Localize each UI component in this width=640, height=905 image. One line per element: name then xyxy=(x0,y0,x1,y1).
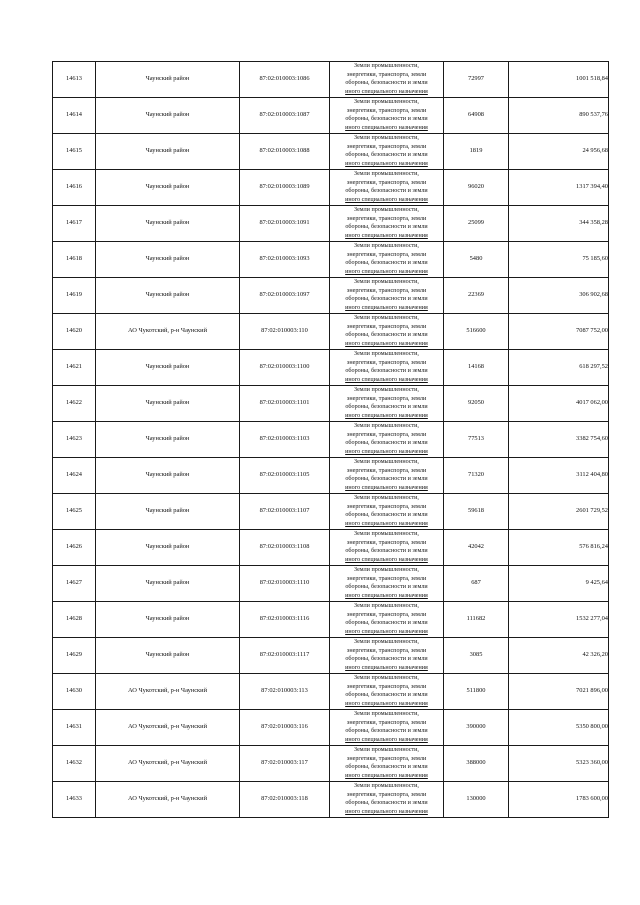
land-category-line: энергетики, транспорта, земли xyxy=(346,287,427,294)
cell-row-number: 14628 xyxy=(53,602,96,638)
cell-cadastral-value: 7087 752,00 xyxy=(509,314,609,350)
land-category-line: обороны, безопасности и земли xyxy=(345,692,428,699)
land-category-text xyxy=(330,566,443,601)
land-category-line: обороны, безопасности и земли xyxy=(345,764,428,771)
land-category-text xyxy=(330,170,443,205)
land-category-line: Земли промышленности, xyxy=(354,279,419,285)
land-category-line: Земли промышленности, xyxy=(354,387,419,393)
cell-district: Чаунский район xyxy=(96,458,240,494)
cell-district: Чаунский район xyxy=(96,98,240,134)
cell-area: 25099 xyxy=(444,206,509,242)
land-category-line: иного специального назначения xyxy=(345,125,428,132)
cell-row-number: 14632 xyxy=(53,746,96,782)
cell-area: 687 xyxy=(444,566,509,602)
land-category-line: Земли промышленности, xyxy=(354,99,419,105)
land-category-line: иного специального назначения xyxy=(345,665,428,672)
land-category-text xyxy=(330,674,443,709)
cell-cadastral-value: 5350 800,00 xyxy=(509,710,609,746)
cell-district: АО Чукотский, р-н Чаунский xyxy=(96,314,240,350)
table-row xyxy=(53,638,609,674)
land-category-line: иного специального назначения xyxy=(345,341,428,348)
cell-area: 516600 xyxy=(444,314,509,350)
land-category-text xyxy=(330,494,443,529)
land-category-line: Земли промышленности, xyxy=(354,603,419,609)
land-category-text xyxy=(330,98,443,133)
land-category-line: обороны, безопасности и земли xyxy=(345,476,428,483)
cell-district: Чаунский район xyxy=(96,494,240,530)
cell-land-category xyxy=(330,350,444,386)
cell-cadastral-number: 87:02:010003:116 xyxy=(240,710,330,746)
land-category-text xyxy=(330,350,443,385)
land-category-line: иного специального назначения xyxy=(345,737,428,744)
land-category-text xyxy=(330,314,443,349)
land-category-line: энергетики, транспорта, земли xyxy=(346,395,427,402)
land-category-line: Земли промышленности, xyxy=(354,711,419,717)
land-category-line: обороны, безопасности и земли xyxy=(345,512,428,519)
land-category-text xyxy=(330,386,443,421)
table-row xyxy=(53,494,609,530)
cell-district: Чаунский район xyxy=(96,602,240,638)
land-category-line: обороны, безопасности и земли xyxy=(345,800,428,807)
land-category-text xyxy=(330,638,443,673)
cell-area: 71320 xyxy=(444,458,509,494)
land-category-line: энергетики, транспорта, земли xyxy=(346,539,427,546)
cell-cadastral-number: 87:02:010003:1097 xyxy=(240,278,330,314)
cell-cadastral-value: 2601 729,52 xyxy=(509,494,609,530)
cell-row-number: 14624 xyxy=(53,458,96,494)
cell-district: Чаунский район xyxy=(96,386,240,422)
land-category-line: энергетики, транспорта, земли xyxy=(346,755,427,762)
cell-row-number: 14629 xyxy=(53,638,96,674)
land-category-line: иного специального назначения xyxy=(345,89,428,96)
cell-cadastral-value: 5323 360,00 xyxy=(509,746,609,782)
cell-cadastral-value: 1317 394,40 xyxy=(509,170,609,206)
land-category-line: обороны, безопасности и земли xyxy=(345,548,428,555)
land-category-line: энергетики, транспорта, земли xyxy=(346,359,427,366)
cell-row-number: 14620 xyxy=(53,314,96,350)
table-row xyxy=(53,422,609,458)
cell-area: 64908 xyxy=(444,98,509,134)
cell-land-category xyxy=(330,602,444,638)
land-category-line: энергетики, транспорта, земли xyxy=(346,323,427,330)
land-category-line: иного специального назначения xyxy=(345,269,428,276)
cell-cadastral-value: 344 358,28 xyxy=(509,206,609,242)
land-category-line: энергетики, транспорта, земли xyxy=(346,215,427,222)
land-category-line: обороны, безопасности и земли xyxy=(345,440,428,447)
cell-area: 388000 xyxy=(444,746,509,782)
cell-area: 130000 xyxy=(444,782,509,818)
land-category-line: иного специального назначения xyxy=(345,773,428,780)
table-row xyxy=(53,98,609,134)
cell-district: Чаунский район xyxy=(96,242,240,278)
table-body xyxy=(53,62,609,818)
land-category-line: энергетики, транспорта, земли xyxy=(346,503,427,510)
land-category-line: иного специального назначения xyxy=(345,593,428,600)
cell-area: 59618 xyxy=(444,494,509,530)
cell-land-category xyxy=(330,530,444,566)
cell-row-number: 14613 xyxy=(53,62,96,98)
cell-area: 72997 xyxy=(444,62,509,98)
cell-land-category xyxy=(330,674,444,710)
land-category-text xyxy=(330,602,443,637)
cell-cadastral-number: 87:02:010003:1100 xyxy=(240,350,330,386)
land-category-line: обороны, безопасности и земли xyxy=(345,368,428,375)
cell-land-category xyxy=(330,458,444,494)
land-category-text xyxy=(330,710,443,745)
cell-district: Чаунский район xyxy=(96,134,240,170)
land-category-text xyxy=(330,746,443,781)
cell-row-number: 14614 xyxy=(53,98,96,134)
cell-land-category xyxy=(330,386,444,422)
cell-land-category xyxy=(330,62,444,98)
table-row xyxy=(53,710,609,746)
land-category-line: иного специального назначения xyxy=(345,161,428,168)
table-row xyxy=(53,566,609,602)
cell-cadastral-value: 1783 600,00 xyxy=(509,782,609,818)
land-category-line: иного специального назначения xyxy=(345,809,428,816)
cell-area: 5480 xyxy=(444,242,509,278)
land-category-line: Земли промышленности, xyxy=(354,567,419,573)
cell-row-number: 14616 xyxy=(53,170,96,206)
land-category-line: энергетики, транспорта, земли xyxy=(346,719,427,726)
cell-cadastral-number: 87:02:010003:1105 xyxy=(240,458,330,494)
table-row xyxy=(53,278,609,314)
cell-row-number: 14618 xyxy=(53,242,96,278)
cell-cadastral-number: 87:02:010003:1108 xyxy=(240,530,330,566)
land-category-line: энергетики, транспорта, земли xyxy=(346,431,427,438)
land-category-text xyxy=(330,422,443,457)
land-category-line: обороны, безопасности и земли xyxy=(345,224,428,231)
cell-row-number: 14615 xyxy=(53,134,96,170)
cell-land-category xyxy=(330,710,444,746)
land-category-line: иного специального назначения xyxy=(345,701,428,708)
table-row xyxy=(53,746,609,782)
land-category-line: иного специального назначения xyxy=(345,413,428,420)
cell-row-number: 14627 xyxy=(53,566,96,602)
cell-area: 111682 xyxy=(444,602,509,638)
cell-cadastral-number: 87:02:010003:1107 xyxy=(240,494,330,530)
land-category-line: энергетики, транспорта, земли xyxy=(346,107,427,114)
table-row xyxy=(53,782,609,818)
cell-row-number: 14625 xyxy=(53,494,96,530)
land-category-line: энергетики, транспорта, земли xyxy=(346,467,427,474)
cell-cadastral-number: 87:02:010003:1091 xyxy=(240,206,330,242)
land-registry-table xyxy=(52,61,609,818)
cell-land-category xyxy=(330,746,444,782)
table-row xyxy=(53,674,609,710)
land-category-line: Земли промышленности, xyxy=(354,351,419,357)
cell-district: Чаунский район xyxy=(96,62,240,98)
cell-district: Чаунский район xyxy=(96,422,240,458)
land-category-text xyxy=(330,206,443,241)
cell-cadastral-number: 87:02:010003:118 xyxy=(240,782,330,818)
cell-cadastral-value: 9 425,64 xyxy=(509,566,609,602)
cell-cadastral-number: 87:02:010003:1089 xyxy=(240,170,330,206)
table-row xyxy=(53,602,609,638)
cell-area: 1819 xyxy=(444,134,509,170)
table-row xyxy=(53,314,609,350)
cell-cadastral-value: 1001 518,84 xyxy=(509,62,609,98)
cell-cadastral-number: 87:02:010003:1110 xyxy=(240,566,330,602)
cell-district: АО Чукотский, р-н Чаунский xyxy=(96,674,240,710)
cell-district: Чаунский район xyxy=(96,278,240,314)
cell-district: АО Чукотский, р-н Чаунский xyxy=(96,746,240,782)
cell-land-category xyxy=(330,242,444,278)
table-row xyxy=(53,458,609,494)
land-category-line: Земли промышленности, xyxy=(354,171,419,177)
cell-area: 92050 xyxy=(444,386,509,422)
cell-cadastral-number: 87:02:010003:1086 xyxy=(240,62,330,98)
land-category-line: энергетики, транспорта, земли xyxy=(346,251,427,258)
land-category-line: Земли промышленности, xyxy=(354,423,419,429)
cell-cadastral-value: 4017 062,00 xyxy=(509,386,609,422)
cell-district: Чаунский район xyxy=(96,170,240,206)
cell-cadastral-value: 890 537,76 xyxy=(509,98,609,134)
cell-cadastral-value: 576 816,24 xyxy=(509,530,609,566)
cell-land-category xyxy=(330,782,444,818)
cell-area: 511800 xyxy=(444,674,509,710)
land-category-line: энергетики, транспорта, земли xyxy=(346,179,427,186)
land-category-line: обороны, безопасности и земли xyxy=(345,80,428,87)
land-category-line: обороны, безопасности и земли xyxy=(345,404,428,411)
land-category-line: Земли промышленности, xyxy=(354,783,419,789)
land-category-line: Земли промышленности, xyxy=(354,135,419,141)
land-category-line: энергетики, транспорта, земли xyxy=(346,611,427,618)
cell-cadastral-value: 42 326,20 xyxy=(509,638,609,674)
land-category-line: иного специального назначения xyxy=(345,233,428,240)
cell-cadastral-number: 87:02:010003:1101 xyxy=(240,386,330,422)
land-category-line: Земли промышленности, xyxy=(354,675,419,681)
cell-district: АО Чукотский, р-н Чаунский xyxy=(96,782,240,818)
land-category-line: иного специального назначения xyxy=(345,305,428,312)
document-page xyxy=(52,61,608,818)
cell-cadastral-number: 87:02:010003:1116 xyxy=(240,602,330,638)
table-row xyxy=(53,530,609,566)
land-category-line: обороны, безопасности и земли xyxy=(345,188,428,195)
land-category-text xyxy=(330,278,443,313)
land-category-line: иного специального назначения xyxy=(345,521,428,528)
land-category-line: Земли промышленности, xyxy=(354,747,419,753)
land-category-line: обороны, безопасности и земли xyxy=(345,152,428,159)
cell-land-category xyxy=(330,494,444,530)
land-category-line: обороны, безопасности и земли xyxy=(345,584,428,591)
land-category-text xyxy=(330,242,443,277)
cell-land-category xyxy=(330,134,444,170)
land-category-line: обороны, безопасности и земли xyxy=(345,728,428,735)
table-row xyxy=(53,62,609,98)
table-row xyxy=(53,242,609,278)
land-category-text xyxy=(330,782,443,817)
cell-area: 77513 xyxy=(444,422,509,458)
cell-row-number: 14633 xyxy=(53,782,96,818)
land-category-line: Земли промышленности, xyxy=(354,639,419,645)
cell-district: Чаунский район xyxy=(96,206,240,242)
cell-row-number: 14619 xyxy=(53,278,96,314)
land-category-line: обороны, безопасности и земли xyxy=(345,116,428,123)
cell-cadastral-value: 3382 754,60 xyxy=(509,422,609,458)
table-row xyxy=(53,350,609,386)
land-category-line: обороны, безопасности и земли xyxy=(345,296,428,303)
land-category-line: энергетики, транспорта, земли xyxy=(346,791,427,798)
cell-area: 42042 xyxy=(444,530,509,566)
cell-row-number: 14626 xyxy=(53,530,96,566)
cell-district: Чаунский район xyxy=(96,350,240,386)
cell-area: 22369 xyxy=(444,278,509,314)
table-row xyxy=(53,134,609,170)
cell-area: 390000 xyxy=(444,710,509,746)
cell-cadastral-number: 87:02:010003:1088 xyxy=(240,134,330,170)
land-category-line: Земли промышленности, xyxy=(354,63,419,69)
land-category-line: Земли промышленности, xyxy=(354,315,419,321)
land-category-line: обороны, безопасности и земли xyxy=(345,656,428,663)
cell-row-number: 14622 xyxy=(53,386,96,422)
table-row xyxy=(53,170,609,206)
land-category-line: энергетики, транспорта, земли xyxy=(346,683,427,690)
cell-cadastral-value: 24 956,68 xyxy=(509,134,609,170)
land-category-line: обороны, безопасности и земли xyxy=(345,260,428,267)
land-category-line: обороны, безопасности и земли xyxy=(345,620,428,627)
cell-cadastral-number: 87:02:010003:110 xyxy=(240,314,330,350)
land-category-text xyxy=(330,62,443,97)
cell-cadastral-number: 87:02:010003:1093 xyxy=(240,242,330,278)
land-category-line: Земли промышленности, xyxy=(354,243,419,249)
cell-row-number: 14631 xyxy=(53,710,96,746)
cell-cadastral-number: 87:02:010003:1087 xyxy=(240,98,330,134)
cell-row-number: 14617 xyxy=(53,206,96,242)
land-category-line: Земли промышленности, xyxy=(354,531,419,537)
cell-cadastral-value: 3112 404,80 xyxy=(509,458,609,494)
cell-land-category xyxy=(330,170,444,206)
cell-cadastral-value: 7021 896,00 xyxy=(509,674,609,710)
land-category-line: иного специального назначения xyxy=(345,629,428,636)
cell-cadastral-number: 87:02:010003:1103 xyxy=(240,422,330,458)
land-category-line: энергетики, транспорта, земли xyxy=(346,71,427,78)
cell-cadastral-value: 306 902,68 xyxy=(509,278,609,314)
cell-cadastral-value: 75 185,60 xyxy=(509,242,609,278)
land-category-line: иного специального назначения xyxy=(345,197,428,204)
cell-area: 3085 xyxy=(444,638,509,674)
cell-area: 96020 xyxy=(444,170,509,206)
land-category-line: обороны, безопасности и земли xyxy=(345,332,428,339)
land-category-line: энергетики, транспорта, земли xyxy=(346,575,427,582)
cell-cadastral-number: 87:02:010003:1117 xyxy=(240,638,330,674)
land-category-line: Земли промышленности, xyxy=(354,495,419,501)
cell-land-category xyxy=(330,98,444,134)
cell-district: Чаунский район xyxy=(96,530,240,566)
cell-land-category xyxy=(330,314,444,350)
cell-land-category xyxy=(330,206,444,242)
land-category-line: иного специального назначения xyxy=(345,485,428,492)
cell-land-category xyxy=(330,566,444,602)
cell-cadastral-value: 618 297,52 xyxy=(509,350,609,386)
cell-area: 14168 xyxy=(444,350,509,386)
cell-land-category xyxy=(330,638,444,674)
land-category-line: иного специального назначения xyxy=(345,377,428,384)
land-category-line: иного специального назначения xyxy=(345,449,428,456)
land-category-line: Земли промышленности, xyxy=(354,207,419,213)
cell-land-category xyxy=(330,278,444,314)
cell-district: Чаунский район xyxy=(96,566,240,602)
cell-row-number: 14630 xyxy=(53,674,96,710)
table-row xyxy=(53,206,609,242)
land-category-text xyxy=(330,530,443,565)
cell-row-number: 14623 xyxy=(53,422,96,458)
table-row xyxy=(53,386,609,422)
cell-cadastral-number: 87:02:010003:113 xyxy=(240,674,330,710)
cell-land-category xyxy=(330,422,444,458)
land-category-line: энергетики, транспорта, земли xyxy=(346,143,427,150)
land-category-line: иного специального назначения xyxy=(345,557,428,564)
cell-district: АО Чукотский, р-н Чаунский xyxy=(96,710,240,746)
cell-cadastral-number: 87:02:010003:117 xyxy=(240,746,330,782)
land-category-line: энергетики, транспорта, земли xyxy=(346,647,427,654)
land-category-text xyxy=(330,134,443,169)
land-category-text xyxy=(330,458,443,493)
cell-cadastral-value: 1532 277,04 xyxy=(509,602,609,638)
cell-district: Чаунский район xyxy=(96,638,240,674)
land-category-line: Земли промышленности, xyxy=(354,459,419,465)
cell-row-number: 14621 xyxy=(53,350,96,386)
